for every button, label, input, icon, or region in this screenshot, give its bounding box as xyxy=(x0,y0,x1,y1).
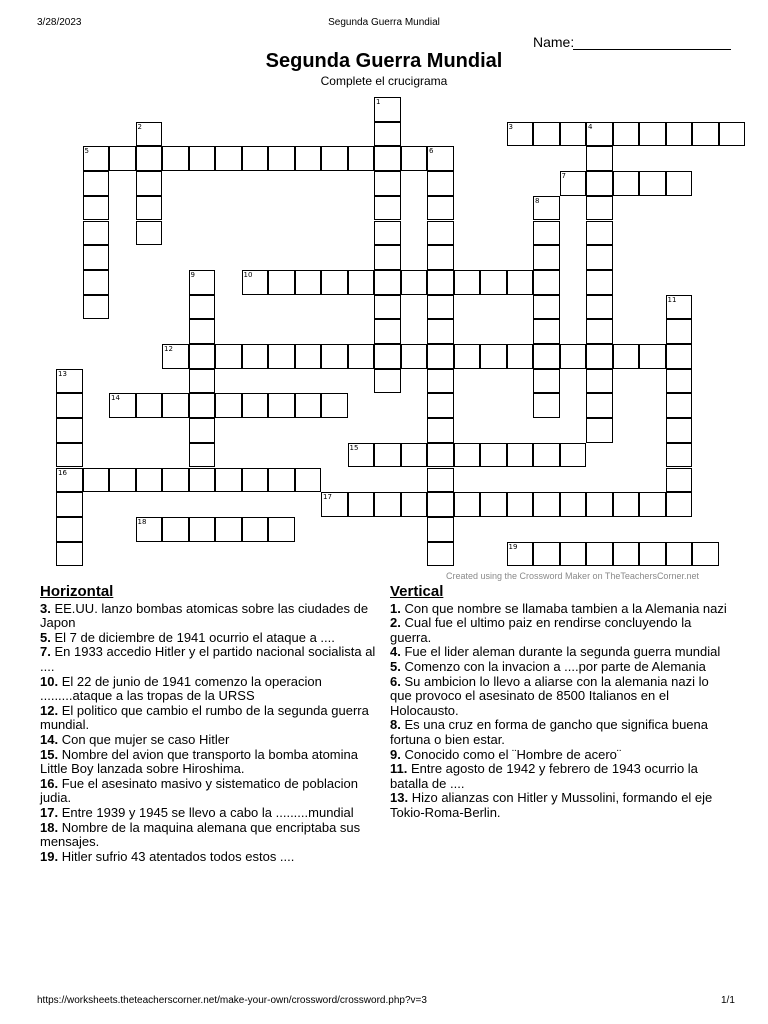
clue-item-text: EE.UU. lanzo bombas atomicas sobre las ciudades de Japon xyxy=(40,600,369,631)
clue-item-text: Es una cruz en forma de gancho que significa buena fortuna o bien estar. xyxy=(390,717,709,747)
grid-cell[interactable] xyxy=(136,171,163,196)
grid-cell[interactable] xyxy=(586,319,613,344)
clue-number: 2 xyxy=(137,122,142,131)
clue-item-text: Fue el lider aleman durante la segunda guerra mundial xyxy=(404,644,721,660)
grid-cell[interactable] xyxy=(560,492,587,517)
grid-cell[interactable] xyxy=(109,146,136,171)
clue-number: 13 xyxy=(58,369,67,378)
clue-item xyxy=(390,660,730,675)
clue-item-number: 19. xyxy=(40,848,59,864)
grid-cell[interactable] xyxy=(162,344,189,369)
grid-cell[interactable] xyxy=(427,418,454,443)
clue-item-number: 18. xyxy=(40,819,59,835)
grid-cell[interactable] xyxy=(666,319,693,344)
grid-cell[interactable] xyxy=(56,468,83,493)
grid-cell[interactable] xyxy=(136,517,163,542)
grid-cell[interactable] xyxy=(613,344,640,369)
grid-cell[interactable] xyxy=(215,393,242,418)
grid-cell[interactable] xyxy=(480,492,507,517)
grid-cell[interactable] xyxy=(321,270,348,295)
grid-cell[interactable] xyxy=(533,196,560,221)
clue-item-text: Comenzo con la invacion a ....por parte de Alemania xyxy=(404,658,706,674)
clue-number: 1 xyxy=(376,98,381,106)
clue-item xyxy=(40,748,385,777)
clue-item-number: 2. xyxy=(390,615,401,631)
clue-item-number: 7. xyxy=(40,644,51,660)
vertical-clues xyxy=(390,585,730,821)
clue-item xyxy=(40,850,385,865)
grid-cell[interactable] xyxy=(507,542,534,567)
grid-cell[interactable] xyxy=(136,146,163,171)
clue-item xyxy=(40,645,385,674)
grid-cell[interactable] xyxy=(533,221,560,246)
name-label: Name: xyxy=(533,34,575,50)
clue-number: 11 xyxy=(667,295,677,304)
clue-item-number: 15. xyxy=(40,746,59,762)
grid-cell[interactable] xyxy=(295,270,322,295)
grid-cell[interactable] xyxy=(215,517,242,542)
horizontal-clues xyxy=(40,585,385,864)
clue-number: 7 xyxy=(561,172,566,181)
grid-cell[interactable] xyxy=(56,443,83,468)
clue-item xyxy=(40,806,385,821)
grid-cell[interactable] xyxy=(189,468,216,493)
grid-cell[interactable] xyxy=(692,542,719,567)
grid-cell[interactable] xyxy=(401,146,428,171)
footer-page-number: 1/1 xyxy=(721,995,735,1006)
grid-cell[interactable] xyxy=(321,393,348,418)
grid-cell[interactable] xyxy=(374,196,401,221)
clue-item xyxy=(40,777,385,806)
grid-cell[interactable] xyxy=(533,369,560,394)
clue-item xyxy=(390,762,730,791)
grid-cell[interactable] xyxy=(348,443,375,468)
clue-item-text: Hitler sufrio 43 atentados todos estos .... xyxy=(61,848,295,864)
grid-cell[interactable] xyxy=(586,196,613,221)
clue-item-text: Con que mujer se caso Hitler xyxy=(61,731,230,747)
clue-number: 15 xyxy=(349,443,359,452)
grid-cell[interactable] xyxy=(427,517,454,542)
clue-item-text: Hizo alianzas con Hitler y Mussolini, formando el eje Tokio-Roma-Berlin. xyxy=(390,790,713,820)
grid-cell[interactable] xyxy=(136,468,163,493)
grid-cell[interactable] xyxy=(719,122,746,147)
grid-cell[interactable] xyxy=(374,146,401,171)
clue-number: 9 xyxy=(190,270,195,279)
grid-cell[interactable] xyxy=(215,146,242,171)
clue-item-text: Cual fue el ultimo paiz en rendirse concluyendo la guerra. xyxy=(390,615,692,645)
grid-cell[interactable] xyxy=(533,492,560,517)
grid-cell[interactable] xyxy=(586,542,613,567)
grid-cell[interactable] xyxy=(374,221,401,246)
grid-cell[interactable] xyxy=(586,295,613,320)
clue-item-text: Fue el asesinato masivo y sistematico de poblacion judia. xyxy=(40,775,358,806)
grid-cell[interactable] xyxy=(533,542,560,567)
clue-item-text: El politico que cambio el rumbo de la segunda guerra mundial. xyxy=(40,702,369,733)
grid-cell[interactable] xyxy=(480,344,507,369)
grid-cell[interactable] xyxy=(189,295,216,320)
grid-cell[interactable] xyxy=(427,196,454,221)
grid-cell[interactable] xyxy=(189,146,216,171)
horizontal-heading: Horizontal xyxy=(40,583,114,600)
clue-number: 14 xyxy=(111,394,120,403)
print-header-title: Segunda Guerra Mundial xyxy=(328,17,440,28)
grid-cell[interactable] xyxy=(348,146,375,171)
grid-cell[interactable] xyxy=(348,492,375,517)
clue-number: 4 xyxy=(588,122,593,131)
grid-cell[interactable] xyxy=(374,319,401,344)
grid-cell[interactable] xyxy=(242,270,269,295)
grid-cell[interactable] xyxy=(83,245,110,270)
grid-cell[interactable] xyxy=(295,393,322,418)
grid-cell[interactable] xyxy=(242,393,269,418)
grid-cell[interactable] xyxy=(533,344,560,369)
grid-cell[interactable] xyxy=(374,122,401,147)
grid-cell[interactable] xyxy=(666,295,693,320)
grid-cell[interactable] xyxy=(586,369,613,394)
vertical-clue-list xyxy=(390,602,730,821)
grid-cell[interactable] xyxy=(427,344,454,369)
grid-cell[interactable] xyxy=(560,171,587,196)
grid-cell[interactable] xyxy=(507,270,534,295)
clue-item xyxy=(390,748,730,763)
grid-cell[interactable] xyxy=(560,542,587,567)
clue-item-number: 13. xyxy=(390,790,409,806)
grid-cell[interactable] xyxy=(83,146,110,171)
grid-cell[interactable] xyxy=(374,295,401,320)
grid-cell[interactable] xyxy=(268,146,295,171)
grid-cell[interactable] xyxy=(427,270,454,295)
clue-item-number: 3. xyxy=(40,600,51,616)
clue-item xyxy=(40,821,385,850)
grid-cell[interactable] xyxy=(268,344,295,369)
grid-cell[interactable] xyxy=(295,344,322,369)
clue-item-number: 17. xyxy=(40,804,59,820)
grid-cell[interactable] xyxy=(189,270,216,295)
clue-item-number: 16. xyxy=(40,775,59,791)
clue-item-text: Conocido como el ¨Hombre de acero¨ xyxy=(404,746,622,762)
grid-cell[interactable] xyxy=(56,492,83,517)
grid-cell[interactable] xyxy=(83,221,110,246)
grid-cell[interactable] xyxy=(533,270,560,295)
grid-cell[interactable] xyxy=(268,393,295,418)
clue-number: 16 xyxy=(58,468,67,477)
grid-cell[interactable] xyxy=(374,344,401,369)
clue-item-text: El 7 de diciembre de 1941 ocurrio el ataque a .... xyxy=(54,629,335,645)
grid-cell[interactable] xyxy=(374,492,401,517)
clue-item-number: 14. xyxy=(40,731,59,747)
grid-cell[interactable] xyxy=(321,344,348,369)
grid-cell[interactable] xyxy=(295,468,322,493)
grid-cell[interactable] xyxy=(83,295,110,320)
grid-cell[interactable] xyxy=(586,344,613,369)
grid-cell[interactable] xyxy=(586,122,613,147)
grid-cell[interactable] xyxy=(427,245,454,270)
grid-cell[interactable] xyxy=(586,418,613,443)
clue-item-text: Su ambicion lo llevo a aliarse con la alemania nazi lo que provoco el asesinato de 8500 Italianos en el Holocausto. xyxy=(390,673,709,718)
grid-cell[interactable] xyxy=(427,319,454,344)
grid-cell[interactable] xyxy=(136,196,163,221)
grid-cell[interactable] xyxy=(56,418,83,443)
grid-cell[interactable] xyxy=(162,393,189,418)
grid-cell[interactable] xyxy=(401,492,428,517)
grid-cell[interactable] xyxy=(666,418,693,443)
grid-cell[interactable] xyxy=(666,443,693,468)
clue-number: 18 xyxy=(137,517,147,526)
clue-item xyxy=(390,602,730,617)
clue-number: 10 xyxy=(243,270,253,279)
grid-cell[interactable] xyxy=(639,542,666,567)
grid-cell[interactable] xyxy=(109,468,136,493)
clue-number: 19 xyxy=(508,542,518,551)
grid-cell[interactable] xyxy=(268,270,295,295)
clue-item xyxy=(40,704,385,733)
grid-cell[interactable] xyxy=(136,393,163,418)
print-header-date: 3/28/2023 xyxy=(37,17,82,28)
grid-cell[interactable] xyxy=(454,443,481,468)
grid-cell[interactable] xyxy=(321,146,348,171)
grid-cell[interactable] xyxy=(348,270,375,295)
grid-cell[interactable] xyxy=(427,542,454,567)
clue-number: 5 xyxy=(84,147,89,156)
grid-cell[interactable] xyxy=(268,468,295,493)
clue-item xyxy=(40,631,385,646)
footer-url: https://worksheets.theteacherscorner.net/make-your-own/crossword/crossword.php?v=3 xyxy=(37,995,427,1006)
grid-cell[interactable] xyxy=(321,492,348,517)
clue-item-text: Nombre de la maquina alemana que encriptaba sus mensajes. xyxy=(40,819,361,850)
clue-number: 8 xyxy=(535,196,540,205)
grid-cell[interactable] xyxy=(613,492,640,517)
clue-number: 12 xyxy=(164,345,173,353)
grid-cell[interactable] xyxy=(401,443,428,468)
clue-item xyxy=(40,733,385,748)
grid-cell[interactable] xyxy=(586,270,613,295)
grid-cell[interactable] xyxy=(189,418,216,443)
grid-cell[interactable] xyxy=(480,443,507,468)
grid-cell[interactable] xyxy=(639,344,666,369)
grid-cell[interactable] xyxy=(242,468,269,493)
grid-cell[interactable] xyxy=(242,344,269,369)
grid-cell[interactable] xyxy=(189,393,216,418)
grid-cell[interactable] xyxy=(136,221,163,246)
clue-item xyxy=(40,675,385,704)
grid-cell[interactable] xyxy=(242,517,269,542)
grid-cell[interactable] xyxy=(666,369,693,394)
grid-cell[interactable] xyxy=(242,146,269,171)
clue-item xyxy=(40,602,385,631)
grid-cell[interactable] xyxy=(613,542,640,567)
grid-cell[interactable] xyxy=(666,393,693,418)
clue-item xyxy=(390,791,730,820)
grid-cell[interactable] xyxy=(427,443,454,468)
grid-cell[interactable] xyxy=(639,171,666,196)
clue-item-text: Nombre del avion que transporto la bomba atomina Little Boy lanzada sobre Hiroshima. xyxy=(40,746,358,777)
grid-cell[interactable] xyxy=(666,171,693,196)
grid-cell[interactable] xyxy=(427,221,454,246)
grid-cell[interactable] xyxy=(533,393,560,418)
grid-cell[interactable] xyxy=(189,517,216,542)
grid-cell[interactable] xyxy=(427,295,454,320)
grid-cell[interactable] xyxy=(586,146,613,171)
grid-cell[interactable] xyxy=(83,171,110,196)
grid-cell[interactable] xyxy=(56,542,83,567)
clue-item-number: 11. xyxy=(390,761,408,777)
clue-item-number: 12. xyxy=(40,702,59,718)
grid-cell[interactable] xyxy=(507,492,534,517)
grid-cell[interactable] xyxy=(533,245,560,270)
clue-item-text: Entre agosto de 1942 y febrero de 1943 ocurrio la batalla de .... xyxy=(390,761,698,791)
grid-cell[interactable] xyxy=(507,344,534,369)
worksheet-title: Segunda Guerra Mundial xyxy=(265,50,503,72)
clue-number: 6 xyxy=(429,147,434,156)
grid-cell[interactable] xyxy=(427,146,454,171)
grid-cell[interactable] xyxy=(454,344,481,369)
grid-cell[interactable] xyxy=(586,393,613,418)
clue-item-text: En 1933 accedio Hitler y el partido nacional socialista al .... xyxy=(40,644,376,674)
grid-cell[interactable] xyxy=(136,122,163,147)
grid-cell[interactable] xyxy=(348,344,375,369)
grid-cell[interactable] xyxy=(560,344,587,369)
grid-cell[interactable] xyxy=(427,171,454,196)
clue-item-text: Entre 1939 y 1945 se llevo a cabo la .........mundial xyxy=(61,804,354,820)
grid-cell[interactable] xyxy=(401,344,428,369)
clue-item-number: 1. xyxy=(390,600,401,616)
clue-item xyxy=(390,645,730,660)
clue-item-number: 5. xyxy=(390,658,401,674)
grid-cell[interactable] xyxy=(374,245,401,270)
grid-cell[interactable] xyxy=(374,97,401,122)
grid-cell[interactable] xyxy=(427,369,454,394)
grid-cell[interactable] xyxy=(189,344,216,369)
credit-line: Created using the Crossword Maker on TheTeachersCorner.net xyxy=(446,571,699,581)
clue-number: 3 xyxy=(508,122,513,131)
grid-cell[interactable] xyxy=(162,468,189,493)
clue-item xyxy=(390,718,730,747)
grid-cell[interactable] xyxy=(189,369,216,394)
grid-cell[interactable] xyxy=(56,369,83,394)
grid-cell[interactable] xyxy=(374,369,401,394)
grid-cell[interactable] xyxy=(215,468,242,493)
grid-cell[interactable] xyxy=(427,492,454,517)
clue-item-number: 10. xyxy=(40,673,59,689)
grid-cell[interactable] xyxy=(83,196,110,221)
grid-cell[interactable] xyxy=(480,270,507,295)
grid-cell[interactable] xyxy=(692,122,719,147)
clue-item-number: 6. xyxy=(390,673,401,689)
grid-cell[interactable] xyxy=(666,122,693,147)
grid-cell[interactable] xyxy=(162,146,189,171)
grid-cell[interactable] xyxy=(109,393,136,418)
grid-cell[interactable] xyxy=(454,270,481,295)
grid-cell[interactable] xyxy=(295,146,322,171)
grid-cell[interactable] xyxy=(215,344,242,369)
grid-cell[interactable] xyxy=(401,270,428,295)
clue-item-text: Con que nombre se llamaba tambien a la Alemania nazi xyxy=(404,600,727,616)
grid-cell[interactable] xyxy=(268,517,295,542)
grid-cell[interactable] xyxy=(560,122,587,147)
horizontal-clue-list xyxy=(40,602,385,865)
grid-cell[interactable] xyxy=(533,443,560,468)
grid-cell[interactable] xyxy=(666,492,693,517)
grid-cell[interactable] xyxy=(427,468,454,493)
clue-item-number: 4. xyxy=(390,644,401,660)
clue-number: 17 xyxy=(323,493,332,502)
grid-cell[interactable] xyxy=(613,171,640,196)
grid-cell[interactable] xyxy=(189,443,216,468)
grid-cell[interactable] xyxy=(454,492,481,517)
grid-cell[interactable] xyxy=(507,122,534,147)
clue-item-number: 9. xyxy=(390,746,401,762)
grid-cell[interactable] xyxy=(56,517,83,542)
grid-cell[interactable] xyxy=(533,319,560,344)
grid-cell[interactable] xyxy=(162,517,189,542)
grid-cell[interactable] xyxy=(639,492,666,517)
grid-cell[interactable] xyxy=(586,492,613,517)
clue-item-text: El 22 de junio de 1941 comenzo la operacion .........ataque a las tropas de la URSS xyxy=(40,673,322,704)
grid-cell[interactable] xyxy=(586,245,613,270)
grid-cell[interactable] xyxy=(374,171,401,196)
vertical-heading: Vertical xyxy=(390,583,444,600)
clue-item-number: 8. xyxy=(390,717,401,733)
grid-cell[interactable] xyxy=(507,443,534,468)
grid-cell[interactable] xyxy=(586,221,613,246)
grid-cell[interactable] xyxy=(56,393,83,418)
worksheet-subtitle: Complete el crucigrama xyxy=(320,74,448,88)
grid-cell[interactable] xyxy=(374,443,401,468)
grid-cell[interactable] xyxy=(666,542,693,567)
clue-item-number: 5. xyxy=(40,629,51,645)
grid-cell[interactable] xyxy=(374,270,401,295)
grid-cell[interactable] xyxy=(83,270,110,295)
grid-cell[interactable] xyxy=(586,171,613,196)
grid-cell[interactable] xyxy=(83,468,110,493)
grid-cell[interactable] xyxy=(666,344,693,369)
grid-cell[interactable] xyxy=(533,295,560,320)
clue-item xyxy=(390,675,730,719)
grid-cell[interactable] xyxy=(613,122,640,147)
grid-cell[interactable] xyxy=(189,319,216,344)
grid-cell[interactable] xyxy=(533,122,560,147)
clue-item xyxy=(390,616,730,645)
grid-cell[interactable] xyxy=(427,393,454,418)
grid-cell[interactable] xyxy=(560,443,587,468)
grid-cell[interactable] xyxy=(639,122,666,147)
grid-cell[interactable] xyxy=(666,468,693,493)
